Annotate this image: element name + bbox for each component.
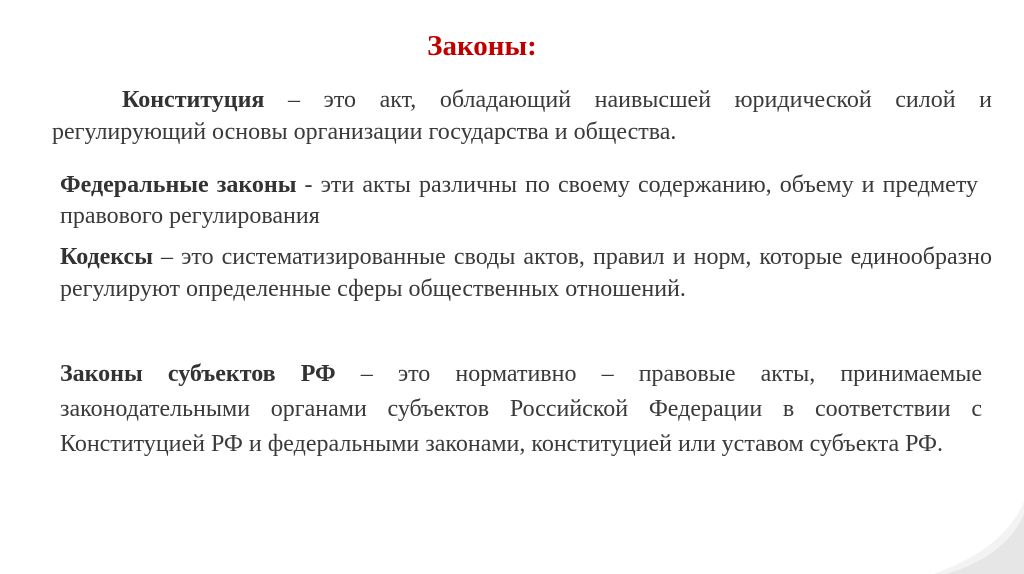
term-constitution: Конституция — [122, 87, 265, 113]
term-regional-laws: Законы субъектов РФ — [60, 361, 336, 387]
term-federal-laws: Федеральные законы — [60, 172, 297, 198]
slide-title: Законы: — [427, 30, 537, 62]
paragraph-codes — [60, 241, 992, 305]
paragraph-federal-laws — [60, 170, 978, 232]
definition-codes: – это систематизированные своды актов, правил и норм, которые единообразно регулируют определенные сферы общественных отношений. — [60, 244, 992, 302]
page-curl-decoration — [934, 494, 1024, 574]
definition-constitution: – это акт, обладающий наивысшей юридической силой и регулирующий основы организации государства и общества. — [52, 87, 992, 145]
definition-regional-laws: – это нормативно – правовые акты, принимаемые законодательными органами субъектов Российской Федерации в соответствии с Конституцией РФ и федеральными законами, конституцией или уставом субъекта РФ. — [60, 361, 982, 457]
term-codes: Кодексы — [60, 244, 153, 270]
paragraph-constitution — [52, 84, 992, 148]
paragraph-regional-laws — [60, 357, 982, 462]
definition-federal-laws: - эти акты различны по своему содержанию, объему и предмету правового регулирования — [60, 172, 979, 229]
